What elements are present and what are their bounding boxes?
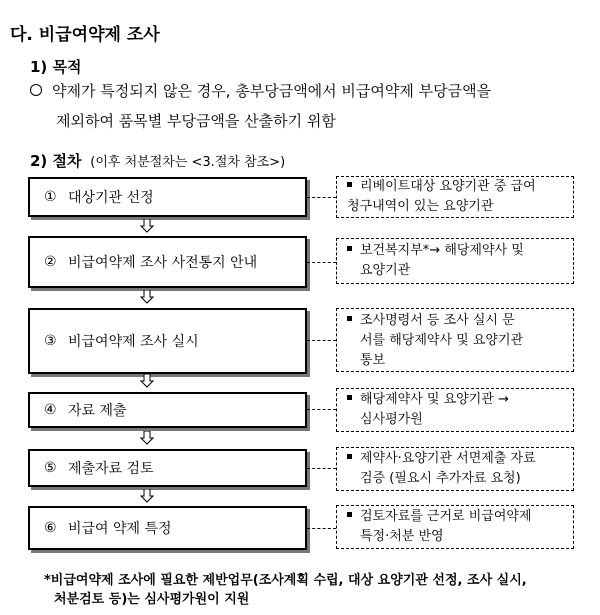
note-text: 리베이트대상 요양기관 중 급여 [360, 179, 536, 194]
note-line [360, 410, 573, 430]
step-note-3 [336, 308, 574, 372]
square-bullet-icon [347, 395, 352, 400]
step-box-6 [28, 506, 307, 550]
note-line [360, 261, 573, 281]
note-line [347, 177, 573, 197]
note-line [360, 469, 573, 489]
step-number: ⑥ [44, 520, 57, 536]
note-line [347, 449, 573, 469]
square-bullet-icon [347, 182, 352, 187]
step-note-6 [336, 505, 574, 549]
section-title: 다. 비급여약제 조사 [10, 25, 160, 45]
note-line [347, 241, 573, 261]
step-label: 비급여약제 조사 사전통지 안내 [68, 255, 258, 271]
down-arrow-icon [140, 219, 154, 233]
note-text: 특정·처분 반영 [360, 529, 444, 544]
square-bullet-icon [347, 454, 352, 459]
procedure-heading-title: 2) 절차 [30, 152, 82, 170]
circle-bullet-icon [30, 84, 42, 96]
step-number: ① [44, 189, 57, 205]
step-box-4 [28, 392, 307, 428]
step-number: ③ [44, 333, 57, 349]
step-note-5 [336, 447, 574, 491]
connector-line [307, 528, 336, 529]
square-bullet-icon [347, 246, 352, 251]
note-text: 요양기관 [360, 263, 411, 278]
step-label: 자료 제출 [68, 403, 127, 419]
step-box-1 [28, 177, 307, 217]
step-note-2 [336, 238, 574, 284]
note-text: 심사평가원 [360, 412, 423, 427]
note-text: 해당제약사 및 요양기관 → [360, 392, 509, 407]
connector-line [307, 262, 336, 263]
note-line [360, 331, 573, 351]
step-number: ② [44, 254, 57, 270]
step-label: 제출자료 검토 [68, 461, 154, 477]
step-note-1 [336, 176, 574, 218]
note-text: 통보 [360, 353, 386, 368]
purpose-line-2: 제외하여 품목별 부당금액을 산출하기 위함 [56, 112, 336, 130]
note-line [347, 507, 573, 527]
footnote-line-2: 처분검토 등)는 심사평가원이 지원 [54, 592, 250, 607]
note-text: 검증 (필요시 추가자료 요청) [360, 471, 521, 486]
down-arrow-icon [140, 489, 154, 503]
connector-line [307, 468, 336, 469]
down-arrow-icon [140, 431, 154, 445]
connector-line [307, 197, 336, 198]
note-text: 서를 해당제약사 및 요양기관 [360, 333, 524, 348]
down-arrow-icon [140, 290, 154, 304]
down-arrow-icon [140, 374, 154, 388]
purpose-line-1: 약제가 특정되지 않은 경우, 총부당금액에서 비급여약제 부당금액을 [52, 82, 492, 100]
note-text: 조사명령서 등 조사 실시 문 [360, 313, 515, 328]
note-text: 검토자료를 근거로 비급여약제 [360, 509, 532, 524]
procedure-heading [30, 150, 285, 171]
step-box-2 [28, 236, 307, 288]
note-line [360, 527, 573, 547]
procedure-heading-note: (이후 처분절차는 <3.절차 참조>) [90, 155, 286, 170]
step-label: 비급여약제 조사 실시 [68, 334, 199, 350]
square-bullet-icon [347, 316, 352, 321]
note-text: 보건복지부*→ 해당제약사 및 [360, 243, 524, 258]
step-box-5 [28, 449, 307, 487]
note-text: 제약사·요양기관 서면제출 자료 [360, 451, 536, 466]
note-text: 청구내역이 있는 요양기관 [347, 199, 494, 214]
step-number: ④ [44, 402, 57, 418]
step-box-3 [28, 308, 307, 374]
step-label: 대상기관 선정 [68, 190, 154, 206]
note-line [347, 311, 573, 331]
note-line [360, 351, 573, 371]
footnote-line-1: *비급여약제 조사에 필요한 제반업무(조사계획 수립, 대상 요양기관 선정, 조사 실시, [44, 573, 527, 588]
note-line [347, 390, 573, 410]
step-note-4 [336, 388, 574, 432]
connector-line [307, 340, 336, 341]
step-number: ⑤ [44, 460, 57, 476]
step-label: 비급여 약제 특정 [68, 521, 172, 537]
square-bullet-icon [347, 512, 352, 517]
purpose-heading: 1) 목적 [30, 58, 82, 76]
connector-line [307, 409, 336, 410]
note-line [347, 197, 573, 217]
